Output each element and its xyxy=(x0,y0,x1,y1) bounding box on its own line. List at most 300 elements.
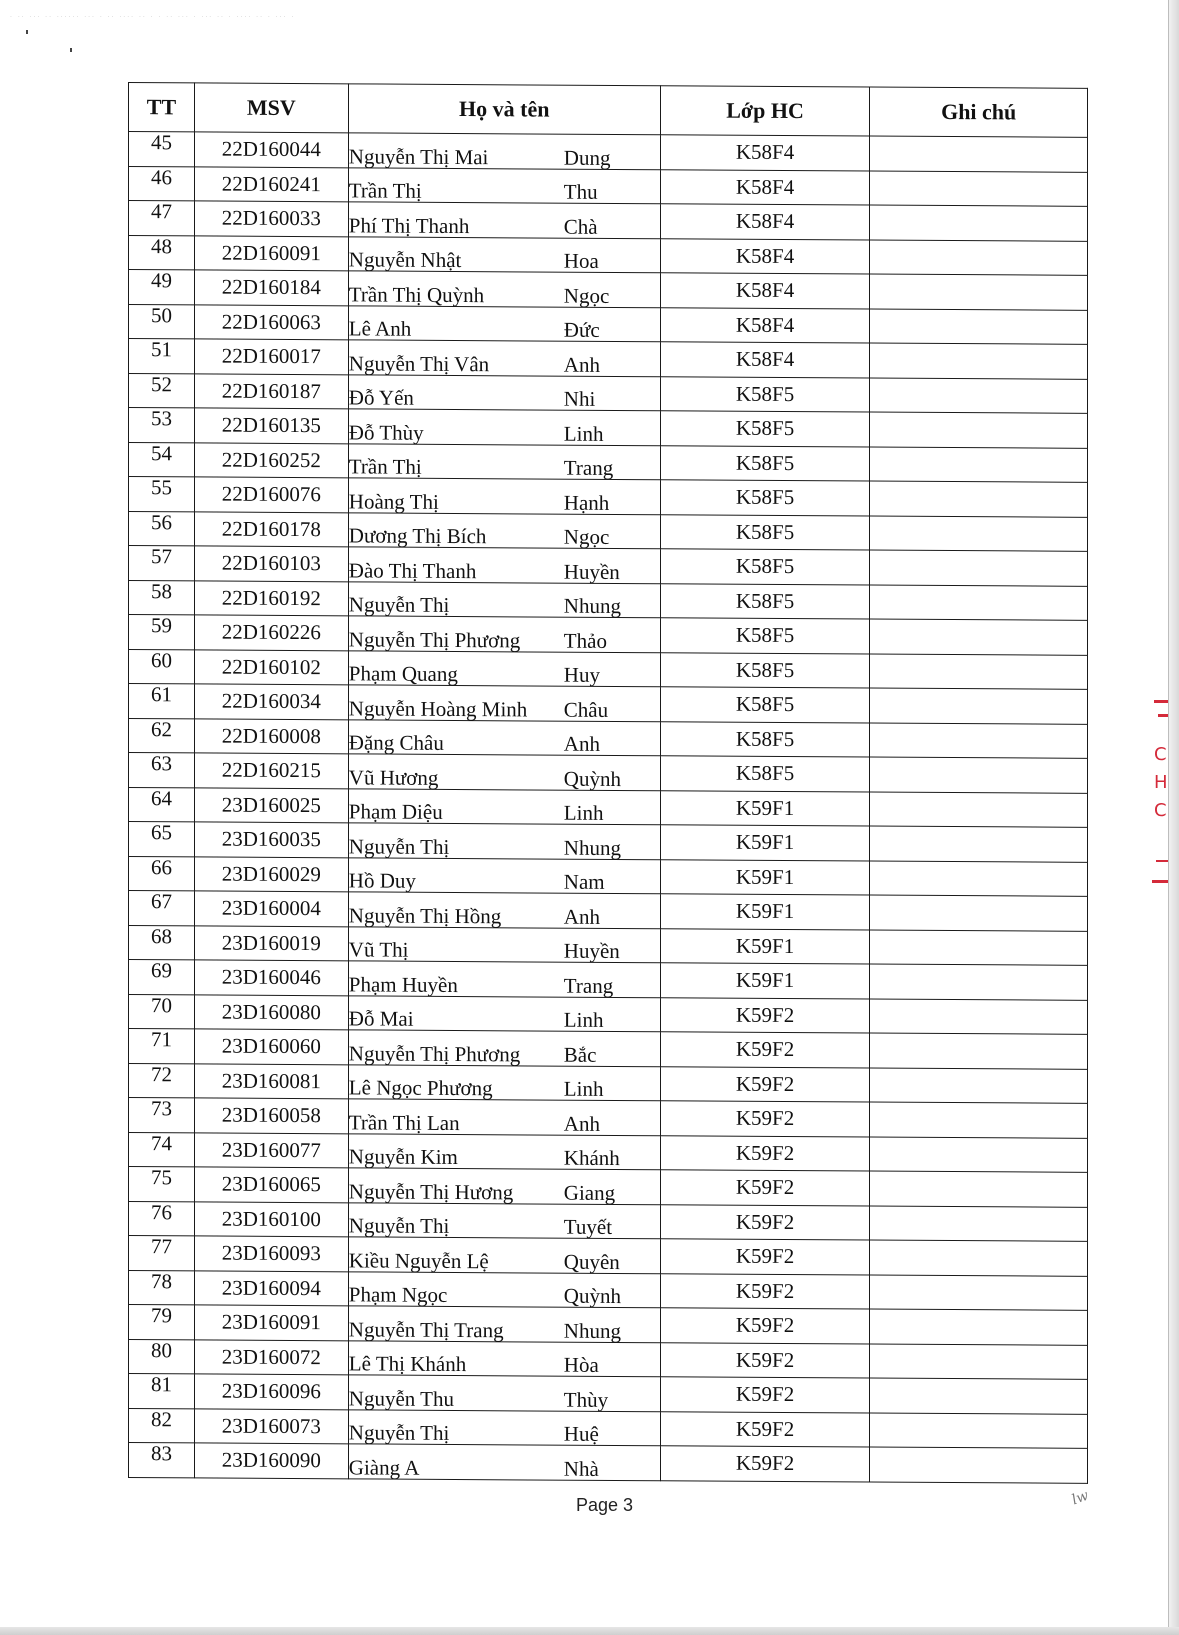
student-id: 22D160034 xyxy=(194,684,348,719)
table-row xyxy=(129,546,1088,586)
note-cell xyxy=(870,861,1088,897)
given-name: Thu xyxy=(563,179,598,204)
student-id: 22D160044 xyxy=(194,132,348,167)
note-cell xyxy=(870,826,1088,862)
note-cell xyxy=(870,1240,1088,1276)
note-cell xyxy=(870,792,1088,828)
table-row xyxy=(129,856,1088,896)
row-index: 50 xyxy=(129,304,195,339)
family-name: Nguyễn Thị xyxy=(348,833,450,859)
student-id: 23D160065 xyxy=(194,1167,348,1202)
table-row xyxy=(129,235,1088,275)
note-cell xyxy=(870,240,1088,276)
student-name-cell xyxy=(348,1133,660,1169)
row-index: 80 xyxy=(129,1339,195,1374)
given-name: Nhi xyxy=(563,386,596,411)
table-row xyxy=(129,442,1088,482)
family-name: Đỗ Mai xyxy=(348,1006,414,1031)
row-index: 73 xyxy=(129,1098,195,1133)
header-note: Ghi chú xyxy=(870,87,1088,137)
class-code: K59F2 xyxy=(660,1101,870,1137)
table-row xyxy=(129,1167,1088,1207)
family-name: Hồ Duy xyxy=(348,868,416,893)
table-row xyxy=(129,1339,1088,1379)
student-name-cell xyxy=(348,1444,660,1480)
table-row xyxy=(129,1201,1088,1241)
student-id: 23D160100 xyxy=(194,1201,348,1236)
row-index: 52 xyxy=(129,373,195,408)
student-name-cell xyxy=(348,1099,660,1135)
class-code: K59F2 xyxy=(660,1273,870,1309)
student-id: 23D160072 xyxy=(194,1339,348,1374)
table-row xyxy=(129,408,1088,448)
header-class: Lớp HC xyxy=(660,86,870,136)
student-id: 23D160019 xyxy=(194,925,348,960)
note-cell xyxy=(870,481,1088,517)
student-id: 23D160077 xyxy=(194,1132,348,1167)
given-name: Linh xyxy=(563,800,604,825)
note-cell xyxy=(870,1344,1088,1380)
class-code: K58F5 xyxy=(660,583,870,619)
table-row xyxy=(129,511,1088,551)
student-name-cell xyxy=(348,478,660,514)
row-index: 45 xyxy=(129,132,195,167)
given-name: Anh xyxy=(563,731,600,756)
student-name-cell xyxy=(348,857,660,893)
row-index: 75 xyxy=(129,1167,195,1202)
given-name: Quỳnh xyxy=(563,1283,621,1309)
given-name: Quỳnh xyxy=(563,766,621,791)
given-name: Khánh xyxy=(563,1145,620,1171)
student-name-cell xyxy=(348,1237,660,1273)
table-row xyxy=(129,649,1088,689)
header-tt: TT xyxy=(129,83,195,132)
family-name: Nguyễn Thị Trang xyxy=(348,1316,504,1342)
scan-speck xyxy=(70,48,72,52)
student-id: 23D160093 xyxy=(194,1236,348,1271)
table-row xyxy=(129,1408,1088,1448)
family-name: Lê Thị Khánh xyxy=(348,1351,467,1377)
class-code: K59F2 xyxy=(660,1170,870,1206)
student-name-cell xyxy=(348,1375,660,1411)
student-id: 22D160091 xyxy=(194,235,348,270)
class-code: K58F5 xyxy=(660,376,870,412)
row-index: 61 xyxy=(129,684,195,719)
row-index: 66 xyxy=(129,856,195,891)
family-name: Trần Thị xyxy=(348,178,422,203)
page-number: Page 3 xyxy=(575,1495,634,1515)
student-name-cell xyxy=(348,547,660,583)
student-id: 23D160091 xyxy=(194,1305,348,1340)
class-code: K59F2 xyxy=(660,1032,870,1068)
note-cell xyxy=(870,1413,1088,1449)
student-id: 22D160008 xyxy=(194,718,348,753)
given-name: Anh xyxy=(563,1111,600,1136)
student-name-cell xyxy=(348,374,660,410)
class-code: K59F2 xyxy=(660,1135,870,1171)
table-row xyxy=(129,1270,1088,1310)
given-name: Trang xyxy=(563,973,614,998)
handwritten-initials: lw xyxy=(1069,1487,1091,1509)
family-name: Vũ Hương xyxy=(348,764,439,790)
row-index: 76 xyxy=(129,1201,195,1236)
class-code: K58F5 xyxy=(660,652,870,688)
student-name-cell xyxy=(348,236,660,272)
family-name: Vũ Thị xyxy=(348,937,409,962)
given-name: Nhung xyxy=(563,1318,621,1343)
student-id: 22D160252 xyxy=(194,442,348,477)
family-name: Phạm Huyền xyxy=(348,971,458,997)
family-name: Phạm Ngọc xyxy=(348,1282,448,1307)
family-name: Nguyễn Nhật xyxy=(348,247,462,273)
family-name: Dương Thị Bích xyxy=(348,523,487,549)
student-name-cell xyxy=(348,305,660,341)
note-cell xyxy=(870,688,1088,724)
table-row xyxy=(129,994,1088,1034)
given-name: Anh xyxy=(563,904,600,929)
note-cell xyxy=(870,654,1088,690)
family-name: Kiều Nguyễn Lệ xyxy=(348,1247,489,1273)
row-index: 54 xyxy=(129,442,195,477)
family-name: Trần Thị xyxy=(348,454,422,479)
row-index: 47 xyxy=(129,201,195,236)
table-row xyxy=(129,753,1088,793)
student-name-cell xyxy=(348,961,660,997)
family-name: Phí Thị Thanh xyxy=(348,212,470,238)
viewer-edge-bottom xyxy=(0,1627,1179,1635)
family-name: Nguyễn Hoàng Minh xyxy=(348,695,528,721)
class-code: K58F5 xyxy=(660,687,870,723)
class-code: K58F4 xyxy=(660,238,870,274)
class-code: K58F4 xyxy=(660,204,870,240)
family-name: Nguyễn Kim xyxy=(348,1144,458,1170)
student-name-cell xyxy=(348,133,660,169)
row-index: 53 xyxy=(129,408,195,443)
class-code: K59F2 xyxy=(660,1239,870,1275)
table-row xyxy=(129,1029,1088,1069)
student-id: 23D160081 xyxy=(194,1063,348,1098)
family-name: Trần Thị Lan xyxy=(348,1109,460,1135)
note-cell xyxy=(870,1378,1088,1414)
family-name: Giàng A xyxy=(348,1454,420,1480)
student-name-cell xyxy=(348,650,660,686)
family-name: Nguyễn Thị Hương xyxy=(348,1178,514,1204)
given-name: Anh xyxy=(563,352,600,377)
student-name-cell xyxy=(348,443,660,479)
row-index: 58 xyxy=(129,580,195,615)
table-row xyxy=(129,891,1088,931)
given-name: Nam xyxy=(563,869,605,894)
student-id: 22D160215 xyxy=(194,753,348,788)
student-name-cell xyxy=(348,409,660,445)
student-name-cell xyxy=(348,685,660,721)
student-id: 23D160096 xyxy=(194,1374,348,1409)
note-cell xyxy=(870,1033,1088,1069)
family-name: Nguyễn Thị Hồng xyxy=(348,902,502,928)
class-code: K59F1 xyxy=(660,928,870,964)
family-name: Phạm Quang xyxy=(348,661,458,687)
student-name-cell xyxy=(348,926,660,962)
student-name-cell xyxy=(348,892,660,928)
student-id: 23D160004 xyxy=(194,891,348,926)
note-cell xyxy=(870,136,1088,172)
table-row xyxy=(129,580,1088,620)
table-row xyxy=(129,304,1088,344)
row-index: 79 xyxy=(129,1305,195,1340)
table-row xyxy=(129,339,1088,379)
student-name-cell xyxy=(348,1202,660,1238)
row-index: 56 xyxy=(129,511,195,546)
given-name: Nhung xyxy=(563,593,621,619)
row-index: 59 xyxy=(129,615,195,650)
given-name: Nhà xyxy=(563,1456,599,1481)
note-cell xyxy=(870,205,1088,241)
student-id: 22D160102 xyxy=(194,649,348,684)
note-cell xyxy=(870,1447,1088,1483)
student-name-cell xyxy=(348,1409,660,1445)
student-id: 23D160029 xyxy=(194,856,348,891)
stamp-glyph: H xyxy=(1154,772,1168,793)
row-index: 70 xyxy=(129,994,195,1029)
family-name: Nguyễn Thị Phương xyxy=(348,1040,521,1066)
class-code: K59F1 xyxy=(660,790,870,826)
row-index: 55 xyxy=(129,477,195,512)
student-name-cell xyxy=(348,754,660,790)
family-name: Lê Anh xyxy=(348,316,412,341)
note-cell xyxy=(870,1102,1088,1138)
family-name: Lê Ngọc Phương xyxy=(348,1075,493,1101)
table-row xyxy=(129,1063,1088,1103)
note-cell xyxy=(870,619,1088,655)
class-code: K58F5 xyxy=(660,618,870,654)
class-code: K58F5 xyxy=(660,445,870,481)
family-name: Đỗ Yến xyxy=(348,385,414,410)
table-row xyxy=(129,373,1088,413)
row-index: 62 xyxy=(129,718,195,753)
family-name: Nguyễn Thu xyxy=(348,1385,454,1411)
table-row xyxy=(129,270,1088,310)
student-id: 23D160035 xyxy=(194,822,348,857)
note-cell xyxy=(870,378,1088,414)
scan-speck xyxy=(26,30,28,34)
row-index: 60 xyxy=(129,649,195,684)
stamp-glyph: C xyxy=(1154,744,1167,765)
student-name-cell xyxy=(348,995,660,1031)
given-name: Đức xyxy=(563,317,600,342)
student-name-cell xyxy=(348,1306,660,1342)
note-cell xyxy=(870,1068,1088,1104)
family-name: Nguyễn Thị Vân xyxy=(348,350,490,376)
class-code: K58F5 xyxy=(660,514,870,550)
student-id: 22D160184 xyxy=(194,270,348,305)
class-code: K59F2 xyxy=(660,1411,870,1447)
student-id: 22D160033 xyxy=(194,201,348,236)
student-id: 23D160046 xyxy=(194,960,348,995)
student-roster-table xyxy=(128,82,1088,1483)
given-name: Huệ xyxy=(563,1421,599,1446)
note-cell xyxy=(870,412,1088,448)
class-code: K59F2 xyxy=(660,1308,870,1344)
student-name-cell xyxy=(348,719,660,755)
family-name: Nguyễn Thị xyxy=(348,592,450,617)
class-code: K59F1 xyxy=(660,825,870,861)
note-cell xyxy=(870,1309,1088,1345)
note-cell xyxy=(870,1171,1088,1207)
class-code: K59F2 xyxy=(660,1204,870,1240)
table-row xyxy=(129,1236,1088,1276)
student-id: 22D160226 xyxy=(194,615,348,650)
student-name-cell xyxy=(348,616,660,652)
table-row xyxy=(129,1374,1088,1414)
row-index: 63 xyxy=(129,753,195,788)
row-index: 51 xyxy=(129,339,195,374)
given-name: Tuyết xyxy=(563,1214,613,1239)
given-name: Linh xyxy=(563,421,604,446)
class-code: K58F5 xyxy=(660,721,870,757)
note-cell xyxy=(870,723,1088,759)
viewer-edge xyxy=(1168,0,1179,1635)
given-name: Huyền xyxy=(563,559,620,584)
table-row xyxy=(129,787,1088,827)
note-cell xyxy=(870,516,1088,552)
student-id: 23D160058 xyxy=(194,1098,348,1133)
student-id: 23D160060 xyxy=(194,1029,348,1064)
note-cell xyxy=(870,447,1088,483)
class-code: K59F1 xyxy=(660,963,870,999)
class-code: K59F2 xyxy=(660,1446,870,1482)
given-name: Linh xyxy=(563,1076,604,1101)
row-index: 48 xyxy=(129,235,195,270)
given-name: Quyên xyxy=(563,1249,620,1274)
class-code: K59F2 xyxy=(660,1066,870,1102)
table-header-row xyxy=(129,83,1088,138)
student-id: 23D160094 xyxy=(194,1270,348,1305)
student-id: 22D160192 xyxy=(194,580,348,615)
row-index: 82 xyxy=(129,1408,195,1443)
student-id: 22D160103 xyxy=(194,546,348,581)
class-code: K59F2 xyxy=(660,997,870,1033)
given-name: Thùy xyxy=(563,1387,609,1412)
row-index: 65 xyxy=(129,822,195,857)
class-code: K58F5 xyxy=(660,411,870,447)
student-name-cell xyxy=(348,1168,660,1204)
row-index: 64 xyxy=(129,787,195,822)
given-name: Chà xyxy=(563,214,598,239)
stamp-glyph: C xyxy=(1154,800,1167,821)
class-code: K58F4 xyxy=(660,135,870,171)
note-cell xyxy=(870,930,1088,966)
table-row xyxy=(129,477,1088,517)
note-cell xyxy=(870,895,1088,931)
note-cell xyxy=(870,1206,1088,1242)
student-id: 22D160178 xyxy=(194,511,348,546)
family-name: Trần Thị Quỳnh xyxy=(348,281,485,307)
student-name-cell xyxy=(348,1340,660,1376)
family-name: Phạm Diệu xyxy=(348,799,443,824)
row-index: 83 xyxy=(129,1443,195,1478)
given-name: Huy xyxy=(563,662,600,687)
student-name-cell xyxy=(348,340,660,376)
given-name: Ngọc xyxy=(563,524,610,549)
family-name: Nguyễn Thị xyxy=(348,1213,450,1238)
class-code: K58F5 xyxy=(660,480,870,516)
table-row xyxy=(129,615,1088,655)
table-row xyxy=(129,718,1088,758)
note-cell xyxy=(870,171,1088,207)
student-name-cell xyxy=(348,167,660,203)
note-cell xyxy=(870,309,1088,345)
table-row xyxy=(129,201,1088,241)
student-id: 22D160241 xyxy=(194,166,348,201)
scan-header-artifact: · ·· ··· ·· ······ ··· · ·· ···· ·· · · ·· ··· · ··· ·· · ···· ·· · ··· · xyxy=(10,14,296,21)
table-row xyxy=(129,132,1088,172)
class-code: K59F1 xyxy=(660,894,870,930)
table-row xyxy=(129,166,1088,206)
given-name: Hòa xyxy=(563,1352,599,1377)
note-cell xyxy=(870,964,1088,1000)
class-code: K59F2 xyxy=(660,1377,870,1413)
header-msv: MSV xyxy=(194,83,348,133)
row-index: 81 xyxy=(129,1374,195,1409)
table-row xyxy=(129,960,1088,1000)
given-name: Dung xyxy=(563,145,611,170)
table-body xyxy=(129,132,1088,1483)
class-code: K58F5 xyxy=(660,549,870,585)
row-index: 57 xyxy=(129,546,195,581)
table-row xyxy=(129,684,1088,724)
row-index: 49 xyxy=(129,270,195,305)
note-cell xyxy=(870,274,1088,310)
given-name: Hoa xyxy=(563,248,599,273)
student-id: 22D160063 xyxy=(194,304,348,339)
family-name: Nguyễn Thị Mai xyxy=(348,143,489,169)
class-code: K58F4 xyxy=(660,342,870,378)
family-name: Đặng Châu xyxy=(348,730,444,755)
student-id: 22D160017 xyxy=(194,339,348,374)
row-index: 67 xyxy=(129,891,195,926)
row-index: 74 xyxy=(129,1132,195,1167)
student-id: 22D160187 xyxy=(194,373,348,408)
student-id: 23D160073 xyxy=(194,1408,348,1443)
class-code: K58F4 xyxy=(660,307,870,343)
student-id: 22D160135 xyxy=(194,408,348,443)
family-name: Nguyễn Thị Phương xyxy=(348,626,521,652)
student-id: 23D160090 xyxy=(194,1443,348,1478)
table-row xyxy=(129,925,1088,965)
student-id: 22D160076 xyxy=(194,477,348,512)
row-index: 68 xyxy=(129,925,195,960)
row-index: 77 xyxy=(129,1236,195,1271)
row-index: 69 xyxy=(129,960,195,995)
student-name-cell xyxy=(348,788,660,824)
student-id: 23D160025 xyxy=(194,787,348,822)
class-code: K59F1 xyxy=(660,859,870,895)
given-name: Linh xyxy=(563,1007,604,1032)
family-name: Đào Thị Thanh xyxy=(348,557,477,583)
row-index: 78 xyxy=(129,1270,195,1305)
table-row xyxy=(129,1443,1088,1483)
family-name: Hoàng Thị xyxy=(348,488,439,514)
table-row xyxy=(129,1132,1088,1172)
student-name-cell xyxy=(348,581,660,617)
note-cell xyxy=(870,1275,1088,1311)
given-name: Hạnh xyxy=(563,490,610,515)
family-name: Nguyễn Thị xyxy=(348,1420,450,1445)
row-index: 72 xyxy=(129,1063,195,1098)
given-name: Giang xyxy=(563,1180,616,1205)
given-name: Nhung xyxy=(563,835,621,860)
note-cell xyxy=(870,550,1088,586)
